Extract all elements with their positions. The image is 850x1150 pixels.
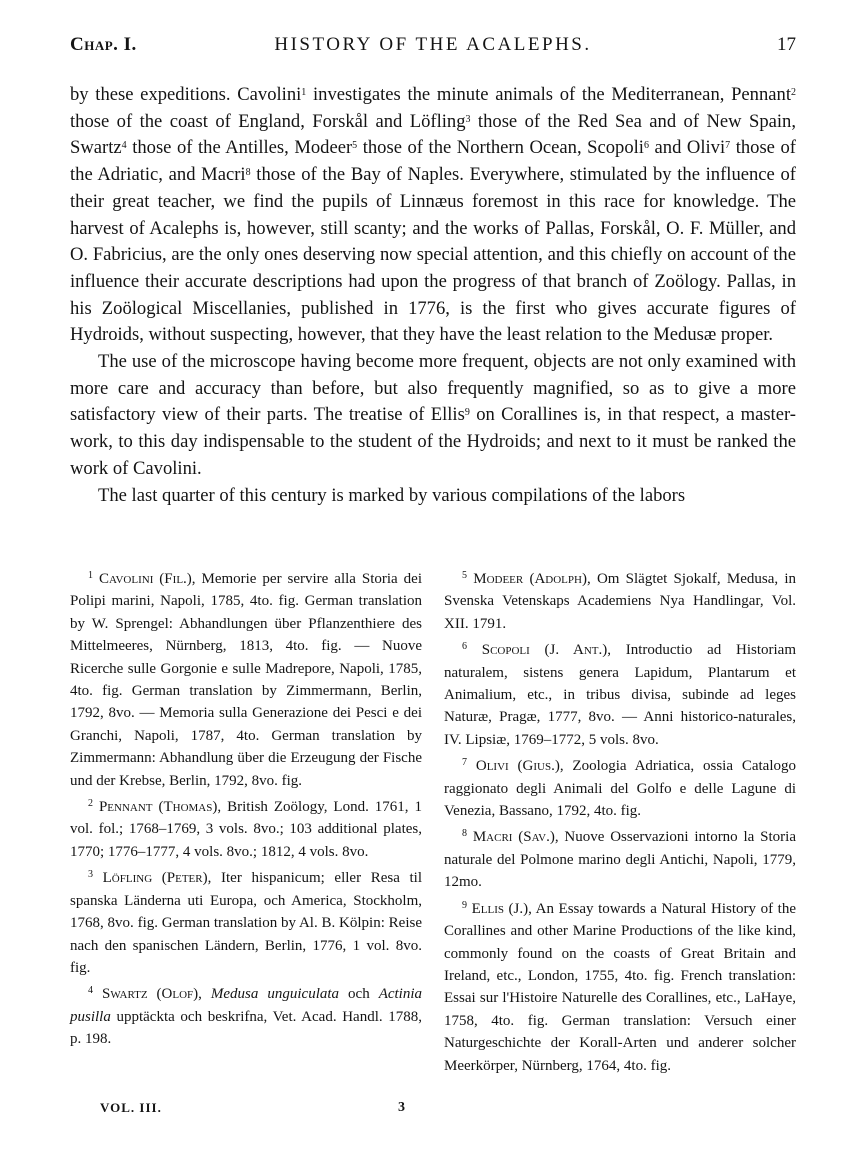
text-run: those of the Adriatic, and Macri: [70, 137, 796, 186]
footnote-text: , Om Slägtet Sjokalf, Medusa, in Svenska Vetenskaps Academiens Nya Handlingar, Vol. XII. 1791.: [444, 571, 797, 632]
footnote-number: 3: [88, 869, 93, 881]
page-number: 17: [777, 34, 796, 55]
chapter-label: Chap. I.: [70, 34, 137, 55]
footnotes-right-column: [444, 568, 796, 1088]
text-run: by these expeditions. Cavolini: [70, 84, 302, 105]
footnote-author: Ellis (J.): [471, 900, 529, 917]
footnote-text: , Memorie per servire alla Storia dei Polipi marini, Napoli, 1785, 4to. fig. German translation by W. Sprengel: Abhandlungen über Pflanzenthiere des Mittelmeeres, Nürnberg, 1813, 4to. fig. — Nuove Ricerche sulle Gorgonie e sulle Madrepore, Napoli, 1785, 4to. fig. German translation by Zimmermann, Berlin, 1792, 8vo. — Memoria sulla Generazione dei Pesci e dei Granchi, Napoli, 1787, 4to. German translation by Zimmermann: Abhandlung über die Erzeugung der Fische und der Krebse, Berlin, 1792, 8vo. fig.: [70, 571, 422, 789]
footnote-author: Olivi (Gius.): [475, 758, 560, 775]
footnote-text: , British Zoölogy, Lond. 1761, 1 vol. fol.; 1768–1769, 3 vols. 8vo.; 103 additional plates, 1770; 1776–1777, 4 vols. 8vo.; 1812, 4 vols. 8vo.: [70, 799, 423, 860]
footnote-number: 6: [462, 641, 467, 653]
text-run: The use of the microscope having become more frequent, objects are not only examined with more care and accuracy than before, but also frequently magnified, so as to give a more satisfactory view of their parts. The treatise of Ellis: [70, 351, 796, 426]
volume-label: VOL. III.: [100, 1100, 162, 1115]
footnote-text: och: [339, 986, 379, 1003]
footnotes: [70, 568, 796, 1088]
footnote-1: [70, 568, 422, 792]
footnote-number: 2: [88, 798, 93, 810]
footnote-text: , Zoologia Adriatica, ossia Catalogo raggionato degli Animali del Golfo e delle Lagune di Venezia, Bassano, 1792, 4to. fig.: [444, 758, 796, 820]
footnote-text: , Iter hispanicum; eller Resa til spanska Länderna uti Europa, och America, Stockholm, 1768, 8vo. fig. German translation by Al. B. Kölpin: Reise nach den spanischen Ländern, Berlin, 1776, 1 vol. 8vo. fig.: [70, 870, 422, 976]
text-run: those of the Antilles, Modeer: [126, 137, 353, 159]
footnote-author: Cavolini (Fil.): [98, 571, 192, 587]
footnote-text: , An Essay towards a Natural History of the Corallines and other Marine Productions of the like kind, commonly found on the coasts of Great Britain and Ireland, etc., London, 1755, 4to. fig. French translation: Essai sur l'Histoire Naturelle des Corallines, etc., LaHaye, 1758, 4to. fig. German translation: Versuch einer Naturgeschichte der Korall-Arten und anderer solcher Meerkörper, Nürnberg, 1764, 4to. fig.: [444, 900, 796, 1074]
footnote-number: 9: [462, 899, 467, 911]
footnote-author: Swartz (Olof): [102, 986, 199, 1003]
text-run: investigates the minute animals of the Mediterranean, Pennant: [306, 84, 791, 105]
footnote-ref-4: 4: [121, 140, 127, 152]
footnote-ref-6: 6: [643, 140, 649, 152]
footnote-ref-8: 8: [245, 167, 251, 179]
footnote-number: 5: [462, 570, 467, 581]
text-run: and Olivi: [648, 137, 726, 159]
footnote-ref-7: 7: [725, 140, 731, 152]
footnote-6: [444, 639, 796, 751]
footnote-number: 1: [88, 570, 93, 581]
running-header: [70, 34, 796, 64]
footnote-5: [444, 568, 796, 635]
species-name: Medusa unguiculata: [210, 986, 340, 1003]
footnote-author: Scopoli (J. Ant.): [481, 642, 608, 659]
footnote-author: Macri (Sav.): [472, 829, 555, 846]
footnote-text: upptäckta och beskrifna, Vet. Acad. Handl. 1788, p. 198.: [70, 1008, 422, 1048]
text-run: on Corallines is, in that respect, a master-work, to this day indispensable to the student of the Hydroids; and next to it must be ranked the work of Cavolini.: [70, 404, 796, 479]
footnote-ref-1: 1: [301, 87, 307, 98]
page-footer: [100, 1100, 420, 1120]
footnote-number: 8: [462, 828, 467, 840]
footnote-text: , Nuove Osservazioni intorno la Storia naturale del Polmone marino degli Antichi, Napoli, 1779, 12mo.: [444, 829, 796, 891]
footnote-ref-2: 2: [790, 87, 796, 98]
footnote-8: [444, 826, 796, 893]
footnote-2: [70, 796, 422, 863]
footnotes-left-column: [70, 568, 422, 1088]
footnote-number: 4: [88, 985, 93, 997]
signature-mark: 3: [398, 1100, 405, 1115]
text-run: those of the Red Sea and of New Spain, Swartz: [70, 110, 796, 159]
running-title: HISTORY OF THE ACALEPHS.: [274, 34, 592, 55]
footnote-author: Pennant (Thomas): [98, 799, 218, 816]
footnote-9: [444, 898, 796, 1077]
paragraph-3: The last quarter of this century is marked by various compilations of the labors: [98, 484, 686, 506]
text-run: those of the Bay of Naples. Everywhere, stimulated by the influence of their great teacher, we find the pupils of Linnæus foremost in this race for knowledge. The harvest of Acalephs is, however, still scanty; and the works of Pallas, Forskål, O. F. Müller, and O. Fabricius, are the only ones deserving now special attention, and this chiefly on account of the influence their accurate descriptions had upon the progress of that branch of Zoölogy. Pallas, in his Zoölogical Miscellanies, published in 1776, is the first who gives accurate figures of Hydroids, without suspecting, however, that they have the least relation to the Medusæ proper.: [70, 164, 796, 346]
species-name: Actinia pusilla: [70, 986, 423, 1025]
text-run: those of the Northern Ocean, Scopoli: [357, 137, 644, 159]
paragraph-1: [70, 82, 796, 349]
footnote-4: $^4$ Swartz (Olof), Medusa unguiculata och Actinia pusilla upptäckta och beskrifna, Vet. Acad. Handl. 1788, p. 198.: [70, 985, 423, 1048]
footnote-author: Modeer (Adolph): [473, 571, 587, 587]
paragraph-2: [70, 349, 796, 483]
footnote-ref-3: 3: [465, 113, 471, 125]
text-run: those of the coast of England, Forskål and Löfling: [70, 110, 466, 132]
footnote-number: 7: [462, 757, 467, 769]
footnote-ref-5: 5: [352, 140, 358, 152]
footnote-ref-9: 9: [464, 407, 470, 419]
main-text: [70, 82, 796, 509]
footnote-3: [70, 867, 422, 979]
footnote-text: , Introductio ad Historiam naturalem, sistens genera Lapidum, Plantarum et Animalium, etc., in tribus divisa, subinde ad leges Naturæ, Pragæ, 1777, 8vo. — Anni historico-naturales, IV. Lipsiæ, 1769–1772, 5 vols. 8vo.: [444, 642, 797, 748]
footnote-author: Löfling (Peter): [102, 870, 208, 887]
footnote-7: [444, 755, 796, 822]
